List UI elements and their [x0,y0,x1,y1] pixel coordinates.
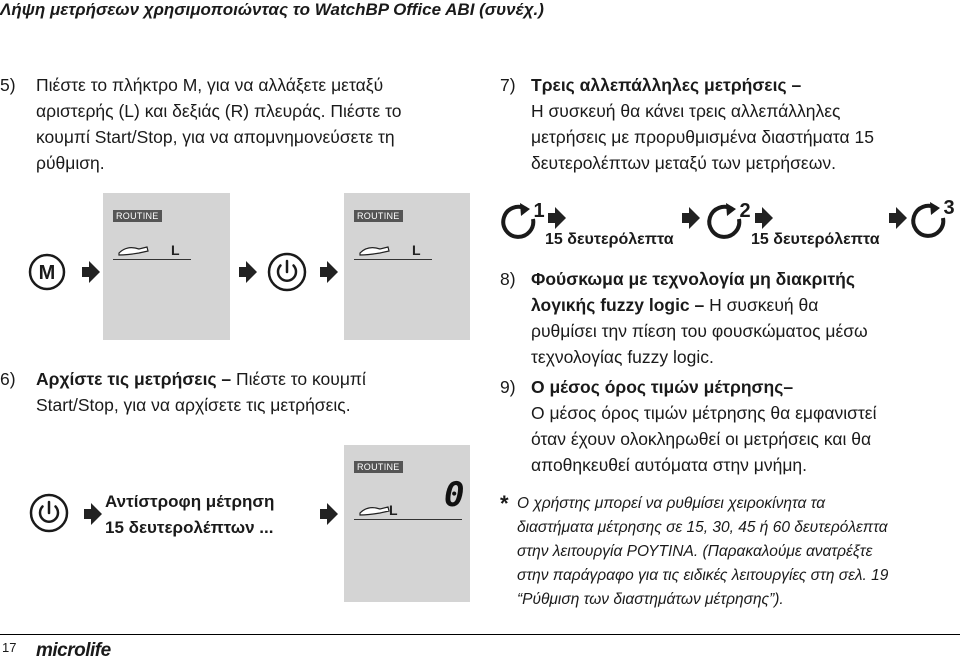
step-5-line: ρύθμιση. [36,153,105,173]
step-6-number: 6) [0,369,16,389]
step-7-line: Η συσκευή θα κάνει τρεις αλλεπάλληλες [531,101,841,121]
page-number: 17 [2,640,17,655]
step-9-line: Ο μέσος όρος τιμών μέτρησης θα εμφανιστεί [531,403,877,423]
lcd-display-right [344,193,470,340]
routine-label: ROUTINE [354,461,403,473]
step-7-line: δευτερολέπτων μεταξύ των μετρήσεων. [531,153,836,173]
step-8-line: ρυθμίσει την πίεση του φουσκώματος μέσω [531,321,868,341]
countdown-label-line: Αντίστροφη μέτρηση [105,492,275,511]
step-5-line: αριστερής (L) και δεξιάς (R) πλευράς. Πιέστε το [36,101,402,121]
step-8-line: Η συσκευή θα [704,295,819,315]
countdown-label [105,489,274,541]
step-5 [0,72,480,176]
step-9 [500,374,960,478]
step-5-line: κουμπί Start/Stop, για να απομνημονεύσετε τη [36,127,395,147]
svg-text:2: 2 [739,200,751,222]
svg-text:3: 3 [943,197,955,219]
power-button-icon [28,492,70,539]
step-7-line: μετρήσεις με προρυθμισμένα διαστήματα 15 [531,127,874,147]
cuff-icon [354,243,432,260]
brand-logo: microlife [36,640,111,661]
step-7 [500,72,960,176]
step-9-line: αποθηκευθεί αυτόματα στην μνήμη. [531,455,808,475]
step-9-line: όταν έχουν ολοκληρωθεί οι μετρήσεις και θα [531,429,872,449]
measurement-2-icon [702,197,754,250]
step-6 [0,366,480,418]
footnote-star: * [500,491,509,516]
footnote-line: “Ρύθμιση των διαστημάτων μέτρησης”). [517,591,784,608]
footnote-line: Ο χρήστης μπορεί να ρυθμίσει χειροκίνητα τα [517,495,826,512]
footnote [500,492,960,612]
interval-label-1: 15 δευτερόλεπτα [545,231,674,248]
measurement-3-icon [906,194,958,249]
arrow-right-icon [318,501,340,532]
power-button-icon [266,251,308,298]
countdown-digit: 0 [444,475,465,515]
arm-indicator: L [389,502,398,518]
arm-indicator: L [171,242,180,258]
lcd-display-countdown [344,445,470,602]
step-7-heading: Τρεις αλλεπάλληλες μετρήσεις – [531,75,802,95]
footnote-line: στην παράγραφο για τις ειδικές λειτουργίες στη σελ. 19 [517,567,889,584]
routine-label: ROUTINE [354,210,403,222]
step-8-line: τεχνολογίας fuzzy logic. [531,347,714,367]
step-8-heading: λογικής fuzzy logic – [531,295,705,315]
svg-text:1: 1 [533,200,545,222]
arm-indicator: L [412,242,421,258]
countdown-label-line: 15 δευτερολέπτων ... [105,518,274,537]
step-5-line: Πιέστε το πλήκτρο M, για να αλλάξετε μεταξύ [36,75,384,95]
step-5-number: 5) [0,75,16,95]
arrow-right-icon [680,205,702,236]
step-9-heading: Ο μέσος όρος τιμών μέτρησης– [531,377,794,397]
arrow-right-icon [80,259,102,290]
step-8 [500,266,960,370]
arrow-right-icon [82,501,104,532]
m-button-icon [27,252,67,297]
step-8-number: 8) [500,269,516,289]
step-8-heading: Φούσκωμα με τεχνολογία μη διακριτής [531,269,855,289]
measurement-1-icon [496,197,548,250]
footer-divider [0,634,960,635]
step-6-line: Πιέστε το κουμπί [231,369,366,389]
cuff-icon [113,243,191,260]
step-6-line: Start/Stop, για να αρχίσετε τις μετρήσεις. [36,395,351,415]
footnote-line: διαστήματα μέτρησης σε 15, 30, 45 ή 60 δευτερόλεπτα [517,519,888,536]
lcd-display-left [103,193,230,340]
arrow-right-icon [237,259,259,290]
svg-text:M: M [38,262,56,284]
routine-label: ROUTINE [113,210,162,222]
step-7-number: 7) [500,75,516,95]
footnote-line: στην λειτουργία ΡΟΥΤΙΝΑ. (Παρακαλούμε ανατρέξτε [517,543,873,560]
step-9-number: 9) [500,377,516,397]
step-6-heading: Αρχίστε τις μετρήσεις – [36,369,232,389]
interval-label-2: 15 δευτερόλεπτα [751,231,880,248]
page-header: Λήψη μετρήσεων χρησιμοποιώντας το WatchBP Office ABI (συνέχ.) [0,0,544,19]
arrow-right-icon [318,259,340,290]
